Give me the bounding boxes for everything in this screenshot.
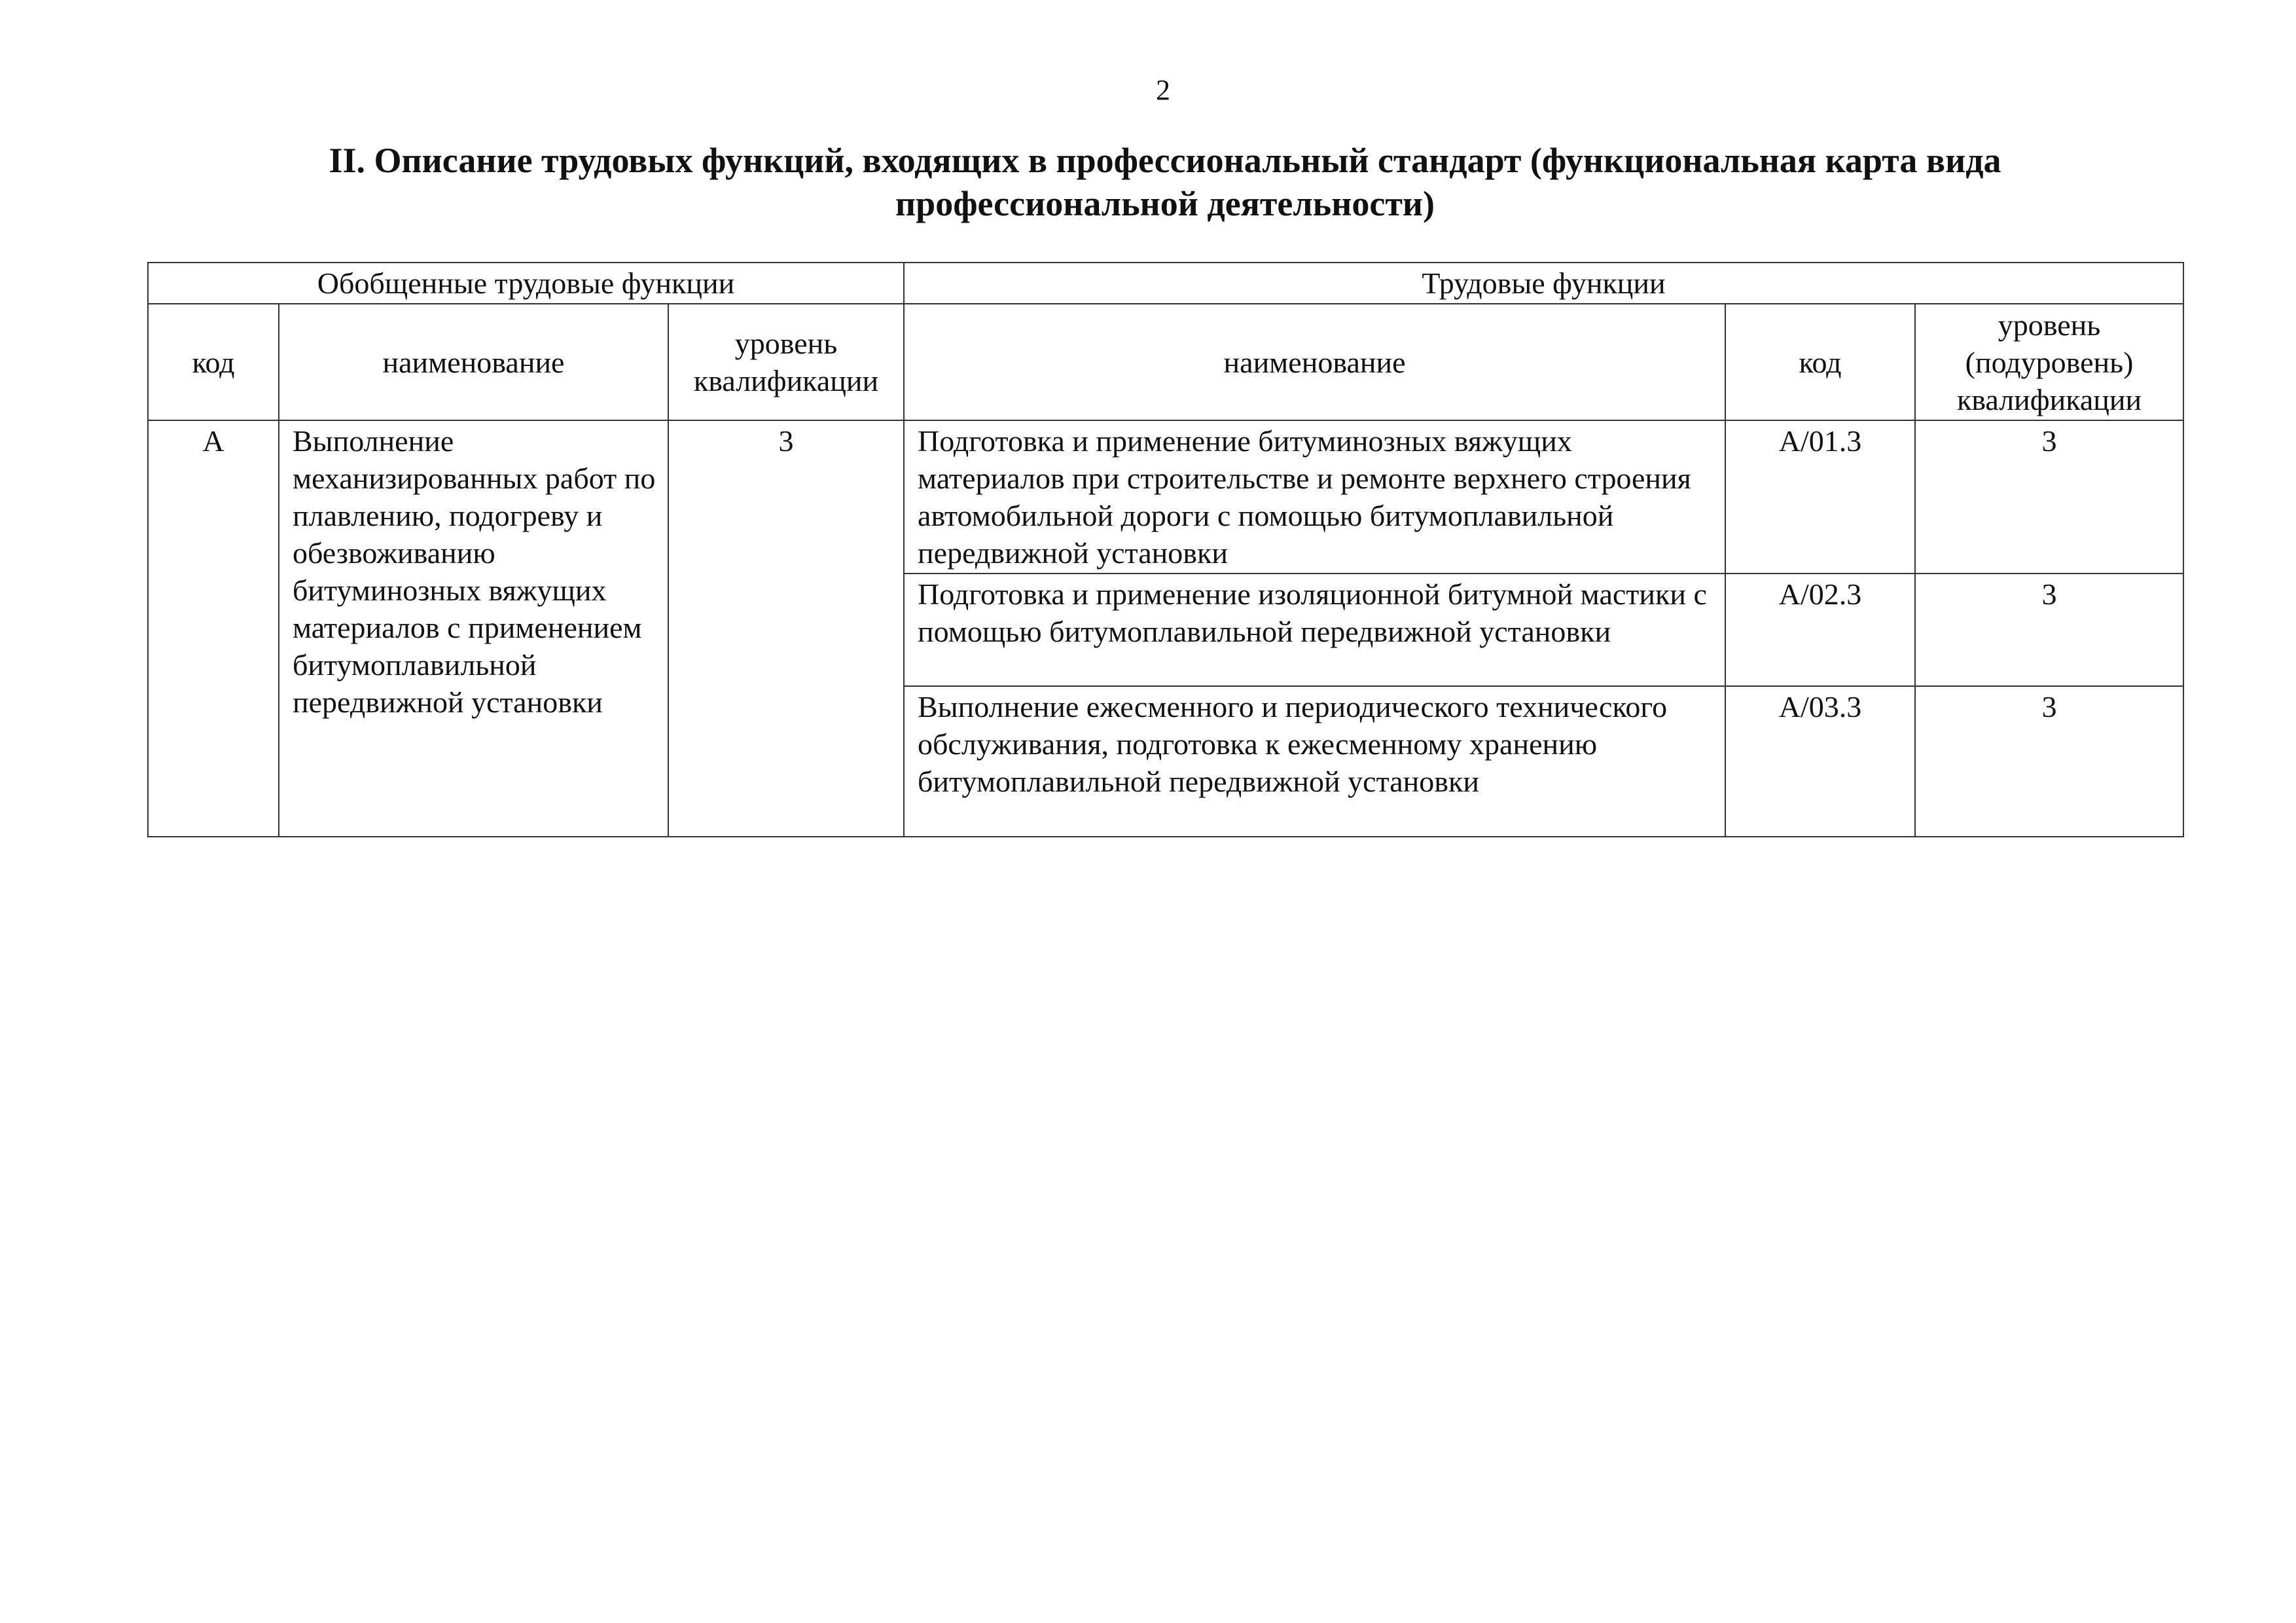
page-number: 2 bbox=[1156, 74, 1170, 106]
labor-function-code: A/02.3 bbox=[1725, 574, 1915, 686]
labor-function-name: Выполнение ежесменного и периодического технического обслуживания, подготовка к ежесменному хранению битумоплавильной передвижной установки bbox=[904, 686, 1725, 837]
gen-code-header: код bbox=[148, 304, 279, 420]
labor-function-code: A/03.3 bbox=[1725, 686, 1915, 837]
labor-function-level: 3 bbox=[1915, 574, 2183, 686]
table-group-header-row bbox=[148, 263, 2183, 304]
gen-name-header: наименование bbox=[279, 304, 668, 420]
gen-function-level: 3 bbox=[668, 420, 904, 837]
page-title: II. Описание трудовых функций, входящих в профессиональный стандарт (функциональная карта вида профессиональной деятельности) bbox=[329, 141, 2001, 223]
table-column-header-row bbox=[148, 304, 2183, 420]
labor-function-name: Подготовка и применение битуминозных вяжущих материалов при строительстве и ремонте верхнего строения автомобильной дороги с помощью битумоплавильной передвижной установки bbox=[904, 420, 1725, 574]
labor-function-level: 3 bbox=[1915, 420, 2183, 574]
gen-function-code: А bbox=[148, 420, 279, 837]
labor-function-code: A/01.3 bbox=[1725, 420, 1915, 574]
labor-level-header: уровень (подуровень) квалификации bbox=[1915, 304, 2183, 420]
labor-code-header: код bbox=[1725, 304, 1915, 420]
functional-map-table bbox=[147, 262, 2184, 837]
gen-function-name: Выполнение механизированных работ по плавлению, подогреву и обезвоживанию битуминозных вяжущих материалов с применением битумоплавильной передвижной установки bbox=[279, 420, 668, 837]
gen-level-header: уровень квалификации bbox=[668, 304, 904, 420]
generalized-functions-header: Обобщенные трудовые функции bbox=[148, 263, 904, 304]
labor-functions-header: Трудовые функции bbox=[904, 263, 2183, 304]
table-row bbox=[148, 420, 2183, 574]
labor-function-level: 3 bbox=[1915, 686, 2183, 837]
labor-function-name: Подготовка и применение изоляционной битумной мастики с помощью битумоплавильной передвижной установки bbox=[904, 574, 1725, 686]
labor-name-header: наименование bbox=[904, 304, 1725, 420]
